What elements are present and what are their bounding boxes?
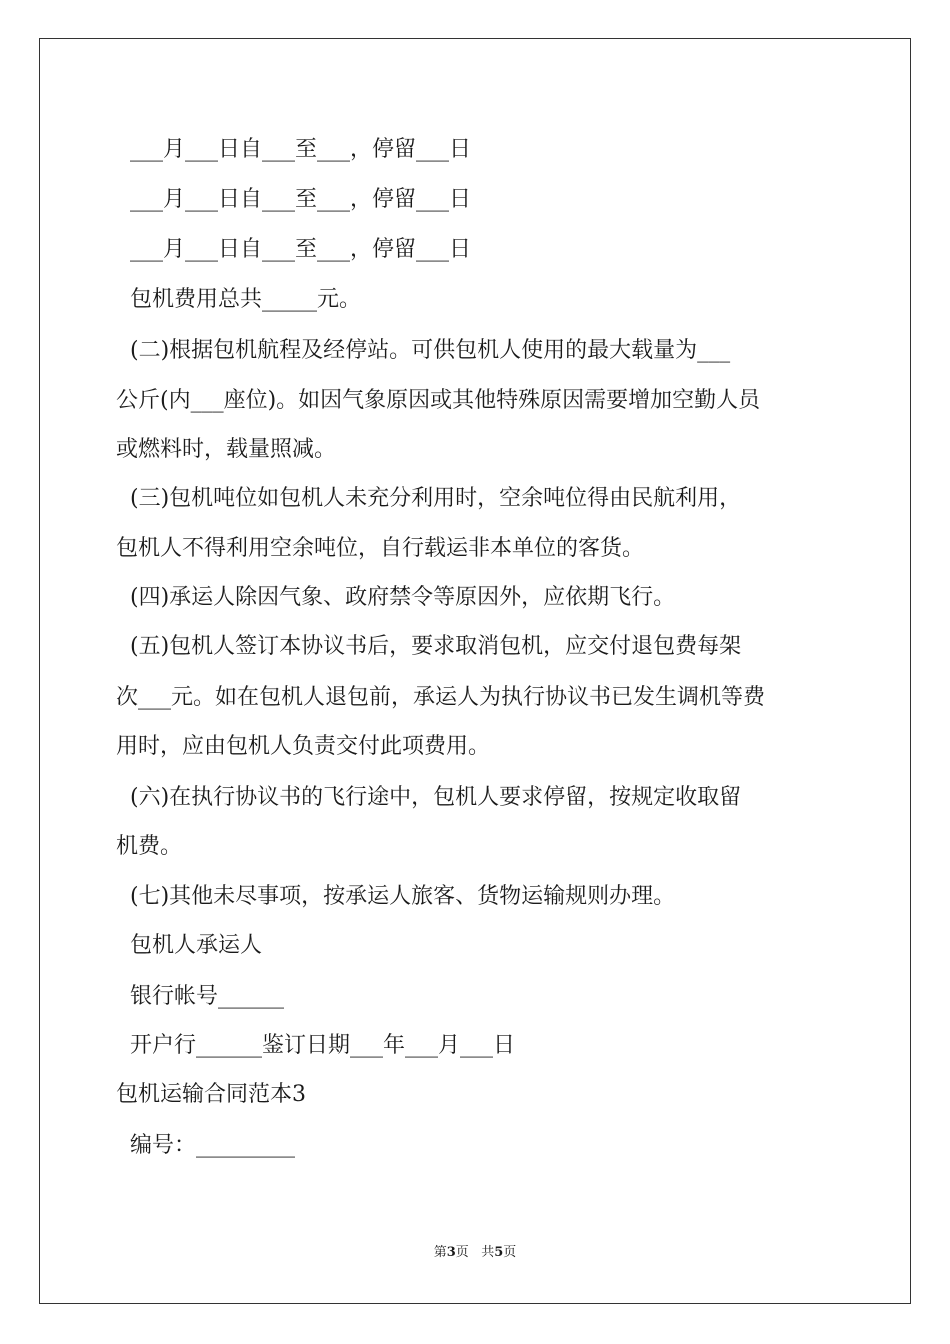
section-heading: 包机运输合同范本3	[116, 1082, 306, 1107]
schedule-line-2: ___月___日自___至___，停留___日	[116, 187, 471, 212]
schedule-line-1: ___月___日自___至___，停留___日	[116, 137, 471, 162]
clause-2-line-3: 或燃料时，载量照减。	[116, 437, 337, 462]
footer-total-suffix: 页	[503, 1245, 517, 1260]
clause-6-line-2: 机费。	[116, 834, 183, 859]
page-footer	[0, 1244, 950, 1262]
footer-total-prefix: 共	[481, 1245, 495, 1260]
clause-5-line-3: 用时，应由包机人负责交付此项费用。	[116, 734, 491, 759]
footer-page-suffix: 页	[455, 1245, 469, 1260]
clause-5-line-2: 次___元。如在包机人退包前，承运人为执行协议书已发生调机等费	[116, 685, 766, 710]
footer-total-pages: 5	[494, 1245, 504, 1260]
clause-2-line-1: (二)根据包机航程及经停站。可供包机人使用的最大载量为___	[116, 338, 731, 363]
clause-6-line-1: (六)在执行协议书的飞行途中，包机人要求停留，按规定收取留	[116, 785, 742, 810]
total-fee-line: 包机费用总共_____元。	[116, 287, 361, 312]
schedule-line-3: ___月___日自___至___，停留___日	[116, 237, 471, 262]
parties-line: 包机人承运人	[116, 933, 262, 958]
footer-page-prefix: 第	[433, 1245, 447, 1260]
clause-4-line-1: (四)承运人除因气象、政府禁令等原因外，应依期飞行。	[116, 585, 676, 610]
clause-5-line-1: (五)包机人签订本协议书后，要求取消包机，应交付退包费每架	[116, 634, 742, 659]
page-border	[39, 38, 911, 1304]
serial-number-line: 编号：_________	[116, 1133, 295, 1158]
bank-date-line: 开户行______鉴订日期___年___月___日	[116, 1033, 515, 1058]
bank-account-line: 银行帐号______	[116, 984, 284, 1009]
clause-2-line-2: 公斤(内___座位)。如因气象原因或其他特殊原因需要增加空勤人员	[116, 388, 761, 413]
clause-3-line-1: (三)包机吨位如包机人未充分利用时，空余吨位得由民航利用，	[116, 486, 742, 511]
footer-page-number: 3	[446, 1245, 456, 1260]
clause-3-line-2: 包机人不得利用空余吨位，自行载运非本单位的客货。	[116, 536, 645, 561]
clause-7-line-1: (七)其他未尽事项，按承运人旅客、货物运输规则办理。	[116, 884, 676, 909]
